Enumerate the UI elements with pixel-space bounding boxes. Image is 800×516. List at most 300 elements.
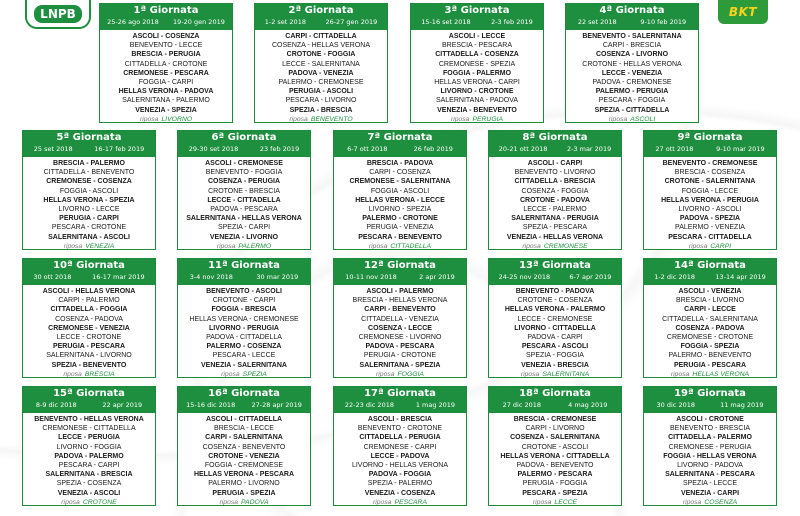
rest-label: riposa bbox=[450, 115, 470, 123]
andata-date: 15-16 set 2018 bbox=[421, 18, 471, 26]
giornata-title: 14ª Giornata bbox=[674, 260, 746, 271]
match-row: SALERNITANA - ASCOLI bbox=[48, 233, 130, 241]
match-row: PADOVA - SPEZIA bbox=[679, 215, 741, 223]
rest-row bbox=[178, 370, 310, 378]
rest-label: riposa bbox=[532, 498, 552, 506]
andata-date: 30 ott 2018 bbox=[33, 273, 72, 281]
ritorno-date: 26-27 gen 2019 bbox=[325, 18, 378, 26]
match-row: SALERNITANA - PALERMO bbox=[122, 97, 210, 105]
giornata-card bbox=[333, 258, 467, 378]
match-row: FOGGIA - ASCOLI bbox=[59, 187, 119, 195]
giornata-dates bbox=[178, 272, 310, 282]
giornata-card bbox=[333, 386, 467, 506]
ritorno-date: 16-17 feb 2019 bbox=[94, 145, 145, 153]
giornata-card bbox=[643, 130, 777, 250]
match-row: LIVORNO - HELLAS VERONA bbox=[351, 462, 449, 470]
giornata-header bbox=[644, 131, 776, 157]
match-row: LECCE - SALERNITANA bbox=[282, 60, 360, 68]
rest-row bbox=[23, 498, 155, 506]
match-row: CREMONESE - PESCARA bbox=[123, 69, 209, 77]
match-row: CITTADELLA - PALERMO bbox=[668, 434, 752, 442]
giornata-title: 7ª Giornata bbox=[367, 132, 433, 143]
match-row: PERUGIA - PESCARA bbox=[52, 343, 126, 351]
rest-label: riposa bbox=[670, 370, 690, 378]
match-row: SPEZIA - LECCE bbox=[682, 480, 738, 488]
match-row: FOGGIA - SPEZIA bbox=[680, 343, 740, 351]
giornata-card bbox=[488, 258, 622, 378]
giornata-title: 5ª Giornata bbox=[56, 132, 122, 143]
rest-row bbox=[23, 370, 155, 378]
andata-date: 20-21 ott 2018 bbox=[498, 145, 548, 153]
rest-team: SALERNITANA bbox=[542, 370, 590, 378]
rest-team: LECCE bbox=[554, 498, 578, 506]
rest-label: riposa bbox=[216, 242, 236, 250]
giornata-dates bbox=[23, 272, 155, 282]
match-row: CREMONESE - LIVORNO bbox=[358, 334, 442, 342]
match-row: BENEVENTO - PADOVA bbox=[515, 288, 595, 295]
giornata-header bbox=[23, 387, 155, 413]
match-row: COSENZA - PADOVA bbox=[675, 324, 745, 332]
giornata-dates bbox=[23, 400, 155, 410]
andata-date: 8-9 dic 2018 bbox=[35, 401, 77, 409]
match-row: LIVORNO - LECCE bbox=[58, 206, 120, 214]
giornata-header bbox=[23, 259, 155, 285]
match-list bbox=[566, 30, 698, 115]
giornata-title: 13ª Giornata bbox=[519, 260, 591, 271]
match-row: PERUGIA - CROTONE bbox=[363, 352, 437, 360]
match-row: SALERNITANA - PERUGIA bbox=[511, 215, 599, 223]
rest-label: riposa bbox=[373, 498, 392, 506]
match-row: CITTADELLA - VENEZIA bbox=[361, 315, 439, 323]
match-row: SPEZIA - BENEVENTO bbox=[51, 361, 127, 369]
giornata-header bbox=[489, 387, 621, 413]
match-row: SPEZIA - COSENZA bbox=[56, 480, 122, 488]
match-row: ASCOLI - PALERMO bbox=[366, 288, 434, 295]
rest-team: CREMONESE bbox=[543, 242, 588, 250]
andata-date: 15-16 dic 2018 bbox=[186, 401, 236, 409]
match-row: HELLAS VERONA - LECCE bbox=[355, 196, 445, 204]
match-row: PADOVA - FOGGIA bbox=[368, 471, 432, 479]
giornata-header bbox=[178, 387, 310, 413]
giornata-dates bbox=[178, 400, 310, 410]
giornata-dates bbox=[489, 144, 621, 154]
giornata-card bbox=[99, 3, 233, 123]
rest-row bbox=[644, 242, 776, 250]
match-row: BENEVENTO - CROTONE bbox=[357, 425, 443, 433]
ritorno-date: 9-10 feb 2019 bbox=[640, 18, 687, 26]
match-row: BRESCIA - COSENZA bbox=[674, 169, 746, 177]
match-list bbox=[334, 413, 466, 498]
match-row: SALERNITANA - PESCARA bbox=[665, 471, 755, 479]
match-row: CROTONE - SALERNITANA bbox=[664, 178, 756, 186]
ritorno-date: 19-20 gen 2019 bbox=[173, 18, 225, 26]
andata-date: 30 dic 2018 bbox=[656, 401, 695, 409]
match-row: SPEZIA - BRESCIA bbox=[289, 106, 353, 114]
match-row: CARPI - LIVORNO bbox=[525, 425, 585, 433]
match-row: BENEVENTO - CREMONESE bbox=[662, 160, 758, 167]
match-row: FOGGIA - CREMONESE bbox=[204, 462, 284, 470]
match-row: LECCE - PALERMO bbox=[523, 206, 587, 214]
ritorno-date: 23 feb 2019 bbox=[259, 145, 300, 153]
giornata-card bbox=[410, 3, 544, 123]
match-row: LIVORNO - CITTADELLA bbox=[514, 324, 596, 332]
rest-row bbox=[644, 370, 776, 378]
match-row: HELLAS VERONA - PADOVA bbox=[118, 88, 214, 96]
match-row: PESCARA - LIVORNO bbox=[285, 97, 357, 105]
match-row: HELLAS VERONA - SPEZIA bbox=[43, 196, 135, 204]
ritorno-date: 27-28 apr 2019 bbox=[251, 401, 302, 409]
rest-team: PALERMO bbox=[238, 242, 272, 250]
rest-team: ASCOLI bbox=[630, 115, 656, 123]
match-row: COSENZA - HELLAS VERONA bbox=[271, 42, 371, 50]
rest-team: SPEZIA bbox=[242, 370, 267, 378]
rest-label: riposa bbox=[376, 370, 395, 378]
giornata-title: 8ª Giornata bbox=[522, 132, 588, 143]
match-row: SALERNITANA - PADOVA bbox=[435, 97, 519, 105]
giornata-header bbox=[100, 4, 232, 30]
giornata-title: 10ª Giornata bbox=[53, 260, 125, 271]
match-row: PALERMO - LIVORNO bbox=[208, 480, 280, 488]
andata-date: 29-30 set 2018 bbox=[188, 145, 239, 153]
match-row: PESCARA - BENEVENTO bbox=[358, 233, 442, 241]
match-list bbox=[178, 157, 310, 242]
rest-label: riposa bbox=[139, 115, 159, 123]
match-row: PERUGIA - SPEZIA bbox=[212, 489, 276, 497]
giornata-dates bbox=[644, 144, 776, 154]
match-row: CREMONESE - VENEZIA bbox=[48, 324, 130, 332]
giornata-header bbox=[178, 259, 310, 285]
giornata-header bbox=[411, 4, 543, 30]
match-row: CARPI - PALERMO bbox=[58, 297, 120, 305]
match-row: PERUGIA - PESCARA bbox=[673, 361, 747, 369]
giornata-dates bbox=[255, 17, 387, 27]
giornata-dates bbox=[489, 272, 621, 282]
match-row: CREMONESE - CROTONE bbox=[666, 334, 754, 342]
match-row: ASCOLI - BRESCIA bbox=[367, 416, 433, 423]
match-row: PADOVA - PESCARA bbox=[365, 343, 435, 351]
match-row: CREMONESE - SALERNITANA bbox=[349, 178, 451, 186]
rest-team: VENEZIA bbox=[85, 242, 115, 250]
giornata-dates bbox=[178, 144, 310, 154]
rest-row bbox=[644, 498, 776, 506]
giornata-dates bbox=[644, 272, 776, 282]
match-row: LIVORNO - FOGGIA bbox=[56, 443, 122, 451]
match-row: CITTADELLA - CROTONE bbox=[124, 60, 208, 68]
match-row: FOGGIA - LECCE bbox=[681, 187, 739, 195]
match-list bbox=[334, 157, 466, 242]
match-list bbox=[178, 413, 310, 498]
match-row: BRESCIA - HELLAS VERONA bbox=[352, 297, 448, 305]
giornata-card bbox=[488, 130, 622, 250]
match-row: VENEZIA - COSENZA bbox=[364, 489, 436, 497]
match-row: PESCARA - SPEZIA bbox=[522, 489, 588, 497]
match-row: HELLAS VERONA - CARPI bbox=[434, 79, 520, 87]
match-row: COSENZA - PADOVA bbox=[55, 315, 123, 323]
giornata-card bbox=[177, 258, 311, 378]
match-row: CROTONE - HELLAS VERONA bbox=[582, 60, 682, 68]
match-row: CROTONE - VENEZIA bbox=[208, 452, 280, 460]
andata-date: 24-25 nov 2018 bbox=[498, 273, 551, 281]
match-row: BENEVENTO - LECCE bbox=[129, 42, 203, 50]
giornata-card bbox=[254, 3, 388, 123]
rest-team: PESCARA bbox=[394, 498, 427, 506]
match-row: VENEZIA - SALERNITANA bbox=[201, 361, 287, 369]
match-list bbox=[489, 285, 621, 370]
match-row: PALERMO - VENEZIA bbox=[675, 224, 745, 232]
match-row: VENEZIA - BENEVENTO bbox=[437, 106, 517, 114]
giornata-title: 17ª Giornata bbox=[364, 388, 436, 399]
rest-row bbox=[334, 370, 466, 378]
match-list bbox=[644, 285, 776, 370]
match-row: SALERNITANA - LIVORNO bbox=[46, 352, 132, 360]
match-row: ASCOLI - CREMONESE bbox=[205, 160, 283, 167]
rest-row bbox=[489, 242, 621, 250]
giornata-header bbox=[489, 131, 621, 157]
match-row: SPEZIA - PALERMO bbox=[367, 480, 433, 488]
ritorno-date: 22 apr 2019 bbox=[102, 401, 143, 409]
match-row: VENEZIA - CARPI bbox=[680, 489, 740, 497]
giornata-header bbox=[178, 131, 310, 157]
giornata-title: 1ª Giornata bbox=[133, 5, 199, 16]
match-row: BRESCIA - LIVORNO bbox=[675, 297, 745, 305]
match-row: PALERMO - CREMONESE bbox=[278, 79, 364, 87]
match-row: CROTONE - FOGGIA bbox=[286, 51, 356, 59]
match-row: LECCE - VENEZIA bbox=[601, 69, 663, 77]
match-row: CARPI - LECCE bbox=[684, 306, 736, 314]
giornata-dates bbox=[411, 17, 543, 27]
match-row: BRESCIA - LECCE bbox=[214, 425, 274, 433]
match-row: CITTADELLA - BRESCIA bbox=[514, 178, 596, 186]
giornata-header bbox=[644, 387, 776, 413]
ritorno-date: 2-3 feb 2019 bbox=[491, 18, 533, 26]
rest-team: PERUGIA bbox=[472, 115, 504, 123]
rest-team: CARPI bbox=[710, 242, 732, 250]
match-list bbox=[178, 285, 310, 370]
ritorno-date: 2 apr 2019 bbox=[419, 273, 455, 281]
match-row: CITTADELLA - FOGGIA bbox=[50, 306, 128, 314]
match-list bbox=[644, 413, 776, 498]
andata-date: 22-23 dic 2018 bbox=[344, 401, 394, 409]
match-row: SPEZIA - FOGGIA bbox=[526, 352, 584, 360]
rest-label: riposa bbox=[688, 242, 708, 250]
match-row: PESCARA - LECCE bbox=[212, 352, 276, 360]
match-row: HELLAS VERONA - CREMONESE bbox=[189, 315, 299, 323]
andata-date: 1-2 set 2018 bbox=[264, 18, 306, 26]
rest-row bbox=[255, 115, 387, 123]
match-row: FOGGIA - ASCOLI bbox=[370, 187, 430, 195]
match-row: SALERNITANA - SPEZIA bbox=[359, 361, 441, 369]
match-row: PADOVA - BENEVENTO bbox=[516, 462, 594, 470]
giornata-card bbox=[643, 258, 777, 378]
match-list bbox=[255, 30, 387, 115]
match-list bbox=[334, 285, 466, 370]
match-row: CROTONE - ASCOLI bbox=[521, 443, 589, 451]
match-row: CREMONESE - PERUGIA bbox=[668, 443, 752, 451]
match-row: PALERMO - BENEVENTO bbox=[668, 352, 752, 360]
giornata-card bbox=[22, 258, 156, 378]
match-row: VENEZIA - HELLAS VERONA bbox=[506, 233, 604, 241]
match-list bbox=[489, 413, 621, 498]
match-row: PADOVA - CARPI bbox=[527, 334, 583, 342]
rest-team: HELLAS VERONA bbox=[692, 370, 750, 378]
match-row: BENEVENTO - SALERNITANA bbox=[582, 33, 682, 40]
ritorno-date: 26 feb 2019 bbox=[413, 145, 453, 153]
match-list bbox=[489, 157, 621, 242]
match-row: PESCARA - CARPI bbox=[58, 462, 120, 470]
match-row: PADOVA - VENEZIA bbox=[288, 69, 354, 77]
bkt-logo-text: BKT bbox=[728, 5, 758, 19]
rest-label: riposa bbox=[221, 370, 240, 378]
rest-team: CITTADELLA bbox=[390, 242, 432, 250]
rest-label: riposa bbox=[522, 242, 541, 250]
andata-date: 6-7 ott 2018 bbox=[347, 145, 388, 153]
rest-team: COSENZA bbox=[704, 498, 738, 506]
rest-row bbox=[566, 115, 698, 123]
rest-row bbox=[178, 242, 310, 250]
match-row: CARPI - BENEVENTO bbox=[364, 306, 436, 314]
ritorno-date: 30 mar 2019 bbox=[256, 273, 299, 281]
match-row: LECCE - PERUGIA bbox=[58, 434, 120, 442]
giornata-header bbox=[334, 131, 466, 157]
match-row: COSENZA - LIVORNO bbox=[595, 51, 669, 59]
giornata-card bbox=[22, 386, 156, 506]
rest-row bbox=[334, 242, 466, 250]
giornata-title: 16ª Giornata bbox=[208, 388, 280, 399]
giornata-header bbox=[255, 4, 387, 30]
match-row: LECCE - CROTONE bbox=[56, 334, 122, 342]
giornata-header bbox=[334, 387, 466, 413]
match-row: LECCE - CITTADELLA bbox=[207, 196, 281, 204]
match-row: LIVORNO - SPEZIA bbox=[368, 206, 432, 214]
match-row: HELLAS VERONA - PERUGIA bbox=[661, 196, 759, 204]
match-row: SALERNITANA - HELLAS VERONA bbox=[186, 215, 302, 223]
rest-label: riposa bbox=[608, 115, 628, 123]
match-row: LIVORNO - PADOVA bbox=[677, 462, 743, 470]
giornata-header bbox=[23, 131, 155, 157]
match-row: CROTONE - CARPI bbox=[212, 297, 276, 305]
match-row: PESCARA - CROTONE bbox=[51, 224, 127, 232]
match-row: BRESCIA - PERUGIA bbox=[131, 51, 201, 59]
giornata-title: 11ª Giornata bbox=[208, 260, 280, 271]
rest-team: FOGGIA bbox=[397, 370, 424, 378]
rest-label: riposa bbox=[520, 370, 540, 378]
rest-row bbox=[489, 498, 621, 506]
match-row: BENEVENTO - HELLAS VERONA bbox=[34, 416, 144, 423]
ritorno-date: 11 mag 2019 bbox=[720, 401, 764, 409]
match-row: COSENZA - SALERNITANA bbox=[510, 434, 600, 442]
andata-date: 25-26 ago 2018 bbox=[107, 18, 159, 26]
match-row: PADOVA - CREMONESE bbox=[592, 79, 672, 87]
match-row: ASCOLI - HELLAS VERONA bbox=[42, 288, 136, 295]
match-row: ASCOLI - CARPI bbox=[527, 160, 583, 167]
match-row: CROTONE - COSENZA bbox=[517, 297, 593, 305]
giornata-card bbox=[643, 386, 777, 506]
giornata-title: 4ª Giornata bbox=[599, 5, 665, 16]
match-row: FOGGIA - CARPI bbox=[138, 79, 194, 87]
match-row: PERUGIA - FOGGIA bbox=[522, 480, 588, 488]
match-row: HELLAS VERONA - PALERMO bbox=[504, 306, 606, 314]
match-row: PERUGIA - VENEZIA bbox=[366, 224, 434, 232]
match-row: HELLAS VERONA - PESCARA bbox=[193, 471, 295, 479]
rest-row bbox=[178, 498, 310, 506]
match-row: VENEZIA - LIVORNO bbox=[209, 233, 279, 241]
match-row: PALERMO - COSENZA bbox=[206, 343, 282, 351]
match-row: LECCE - CREMONESE bbox=[517, 315, 593, 323]
match-row: COSENZA - FOGGIA bbox=[521, 187, 589, 195]
giornata-dates bbox=[23, 144, 155, 154]
match-row: BENEVENTO - ASCOLI bbox=[206, 288, 282, 295]
giornata-title: 12ª Giornata bbox=[364, 260, 436, 271]
match-row: CARPI - CITTADELLA bbox=[285, 33, 357, 40]
match-row: PADOVA - PESCARA bbox=[210, 206, 278, 214]
match-row: BRESCIA - PALERMO bbox=[53, 160, 125, 167]
giornata-card bbox=[177, 386, 311, 506]
match-row: CROTONE - PADOVA bbox=[519, 196, 590, 204]
match-row: VENEZIA - SPEZIA bbox=[135, 106, 197, 114]
rest-row bbox=[100, 115, 232, 123]
match-row: CITTADELLA - SALERNITANA bbox=[662, 315, 758, 323]
giornata-dates bbox=[566, 17, 698, 27]
match-row: ASCOLI - VENEZIA bbox=[678, 288, 742, 295]
giornata-card bbox=[333, 130, 467, 250]
lnpb-logo-text: LNPB bbox=[34, 5, 82, 23]
andata-date: 27 dic 2018 bbox=[502, 401, 542, 409]
andata-date: 22 set 2018 bbox=[577, 18, 617, 26]
match-row: BRESCIA - PADOVA bbox=[366, 160, 434, 167]
rest-row bbox=[411, 115, 543, 123]
match-row: COSENZA - LECCE bbox=[368, 324, 432, 332]
giornata-card bbox=[22, 130, 156, 250]
bkt-logo bbox=[718, 0, 768, 24]
rest-team: BRESCIA bbox=[84, 370, 115, 378]
match-row: ASCOLI - LECCE bbox=[448, 33, 506, 40]
match-row: HELLAS VERONA - CITTADELLA bbox=[500, 452, 610, 460]
match-row: CREMONESE - CITTADELLA bbox=[42, 425, 136, 433]
match-row: LIVORNO - ASCOLI bbox=[678, 206, 742, 214]
match-row: CITTADELLA - COSENZA bbox=[435, 51, 519, 59]
rest-label: riposa bbox=[682, 498, 702, 506]
giornata-title: 19ª Giornata bbox=[674, 388, 746, 399]
match-row: CREMONESE - COSENZA bbox=[46, 178, 132, 186]
match-row: PESCARA - CITTADELLA bbox=[668, 233, 752, 241]
match-list bbox=[644, 157, 776, 242]
match-row: PERUGIA - CARPI bbox=[59, 215, 119, 223]
match-row: LECCE - PADOVA bbox=[370, 452, 430, 460]
match-row: SPEZIA - CARPI bbox=[217, 224, 271, 232]
giornata-dates bbox=[334, 272, 466, 282]
giornata-header bbox=[566, 4, 698, 30]
match-row: CREMONESE - SPEZIA bbox=[438, 60, 516, 68]
match-row: PADOVA - PALERMO bbox=[54, 452, 124, 460]
rest-team: LIVORNO bbox=[161, 115, 193, 123]
giornata-title: 15ª Giornata bbox=[53, 388, 125, 399]
match-row: CROTONE - BRESCIA bbox=[208, 187, 280, 195]
giornata-header bbox=[334, 259, 466, 285]
match-row: ASCOLI - CROTONE bbox=[676, 416, 744, 423]
andata-date: 10-11 nov 2018 bbox=[345, 273, 397, 281]
giornata-title: 18ª Giornata bbox=[519, 388, 591, 399]
giornata-dates bbox=[100, 17, 232, 27]
giornata-dates bbox=[489, 400, 621, 410]
giornata-card bbox=[488, 386, 622, 506]
match-row: ASCOLI - CITTADELLA bbox=[205, 416, 283, 423]
match-row: BENEVENTO - LIVORNO bbox=[514, 169, 596, 177]
match-list bbox=[23, 413, 155, 498]
ritorno-date: 4 mag 2019 bbox=[568, 401, 608, 409]
rest-row bbox=[489, 370, 621, 378]
giornata-dates bbox=[644, 400, 776, 410]
andata-date: 1-2 dic 2018 bbox=[654, 273, 695, 281]
